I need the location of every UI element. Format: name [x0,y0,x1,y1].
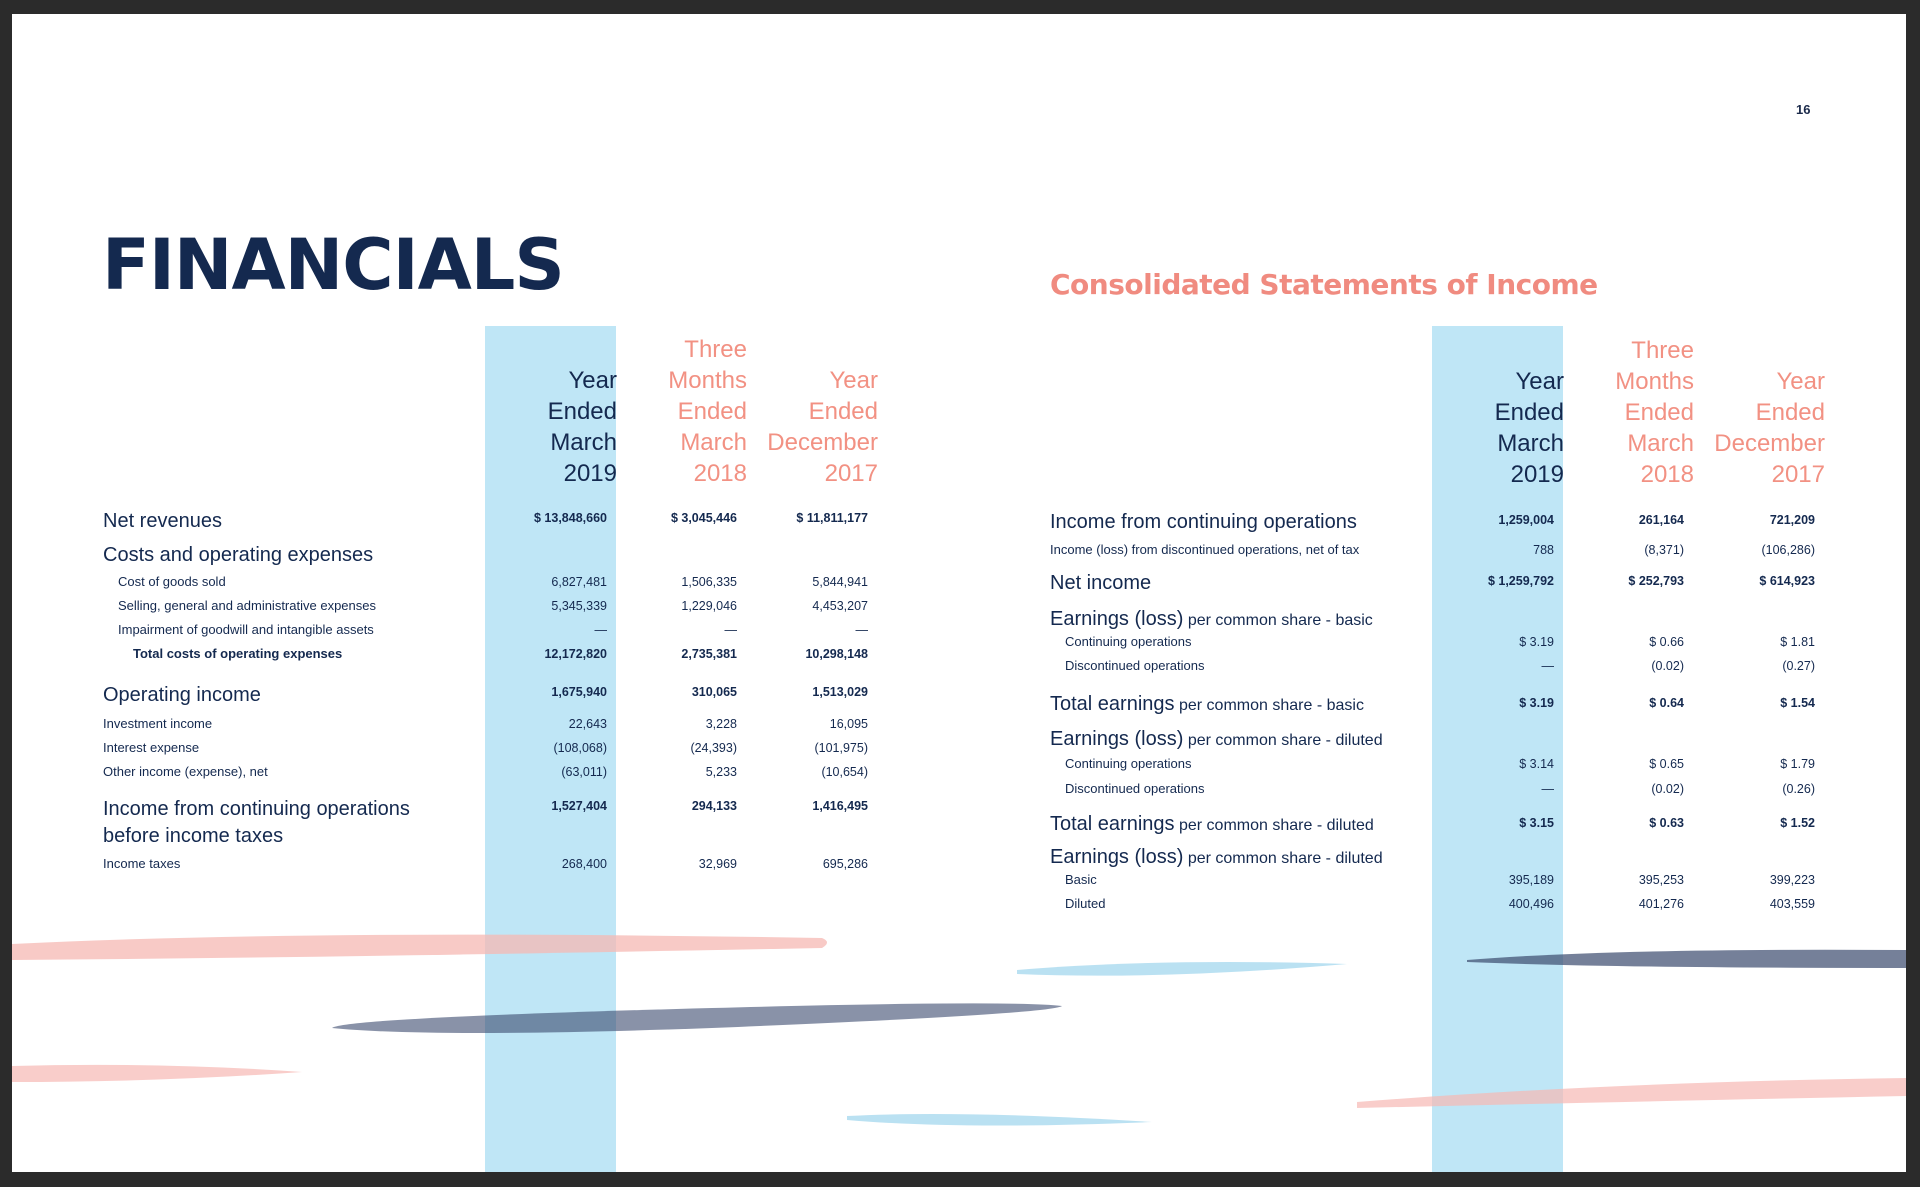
table-cell: 10,298,148 [805,647,868,661]
brush-stroke-blue-1 [847,1114,1152,1126]
label-main: Total earnings [1050,813,1175,835]
table-cell: (63,011) [561,765,607,779]
document-page [12,14,1906,1172]
table-row-label: Interest expense [103,740,200,755]
label-suffix: per common share - diluted [1174,817,1374,834]
table-cell: $ 3,045,446 [670,511,737,525]
table-cell: $ 11,811,177 [796,511,868,525]
table-cell: 403,559 [1769,897,1815,911]
table-cell: 268,400 [561,857,607,871]
table-cell: $ 252,793 [1628,574,1684,588]
table-cell: (10,654) [821,765,868,779]
label-suffix: per common share - diluted [1183,732,1383,749]
table-cell: 5,233 [705,765,737,779]
table-cell: (0.02) [1651,659,1684,673]
table-cell: 6,827,481 [551,575,607,589]
table-row-label [1050,608,1373,631]
table-cell: 294,133 [691,799,737,813]
table-cell: $ 1.52 [1780,816,1815,830]
table-cell: 4,453,207 [812,599,868,613]
label-suffix: per common share - diluted [1183,850,1383,867]
table-cell: 1,675,940 [551,685,607,699]
table-row-label-continued: before income taxes [103,825,284,847]
column-header-year-2017-right: Year Ended December 2017 [1714,368,1825,488]
table-cell: (0.26) [1782,782,1815,796]
table-cell: (106,286) [1761,543,1815,557]
column-header-year-2019: Year Ended March 2019 [547,367,617,487]
table-row-label [1050,813,1374,836]
table-cell: $ 13,848,660 [534,511,607,525]
table-cell: — [1541,659,1554,673]
table-row-label: Selling, general and administrative expenses [118,598,376,613]
table-cell: $ 1.54 [1780,696,1815,710]
table-cell: $ 0.64 [1649,696,1684,710]
table-row-label: Continuing operations [1065,634,1192,649]
table-row-label: Impairment of goodwill and intangible assets [118,622,374,637]
table-cell: (101,975) [814,741,868,755]
table-cell: $ 3.19 [1519,635,1554,649]
table-cell: $ 0.66 [1649,635,1684,649]
table-cell: 400,496 [1508,897,1554,911]
brush-stroke-blue-2 [1017,962,1347,976]
table-row-label: Total costs of operating expenses [133,646,343,661]
brush-stroke-salmon-2 [12,1065,302,1082]
table-cell: 3,228 [705,717,737,731]
table-cell: 32,969 [698,857,737,871]
table-cell: 12,172,820 [544,647,607,661]
table-cell: 395,189 [1508,873,1554,887]
table-row-label: Income from continuing operations [1050,511,1357,533]
table-cell: (24,393) [690,741,737,755]
table-cell: 399,223 [1769,873,1815,887]
column-header-year-2017: Year Ended December 2017 [767,367,878,487]
table-row-label: Other income (expense), net [103,764,268,779]
table-cell: 1,506,335 [681,575,737,589]
brush-stroke-navy-2 [1467,950,1906,968]
table-row-label [1050,693,1364,716]
table-cell: 5,345,339 [551,599,607,613]
table-cell: 16,095 [829,717,868,731]
table-cell: $ 0.63 [1649,816,1684,830]
label-suffix: per common share - basic [1183,612,1373,629]
label-main: Total earnings [1050,693,1175,715]
table-cell: $ 1.81 [1780,635,1815,649]
table-cell: — [855,623,868,637]
table-row-label: Net revenues [103,510,222,532]
table-cell: — [594,623,607,637]
table-cell: (108,068) [553,741,607,755]
table-cell: $ 614,923 [1759,574,1815,588]
table-cell: $ 3.19 [1519,696,1554,710]
table-cell: 788 [1533,543,1554,557]
label-suffix: per common share - basic [1174,697,1364,714]
table-row-label: Income (loss) from discontinued operations, net of tax [1050,542,1360,557]
table-row-label [1050,728,1383,751]
table-row-label: Costs and operating expenses [103,544,374,566]
table-row-label: Diluted [1065,896,1106,911]
decorative-brush-strokes [12,14,1906,1172]
table-cell: $ 1.79 [1780,757,1815,771]
table-row-label: Discontinued operations [1065,658,1205,673]
table-row-label: Net income [1050,572,1152,594]
table-cell: $ 1,259,792 [1487,574,1554,588]
brush-stroke-salmon-3 [1357,1078,1906,1108]
column-header-three-months-2018: Three Months Ended March 2018 [668,336,747,487]
table-cell: 401,276 [1638,897,1684,911]
table-cell: $ 3.14 [1519,757,1554,771]
table-row-label: Cost of goods sold [118,574,226,589]
table-cell: — [1541,782,1554,796]
table-cell: $ 3.15 [1519,816,1554,830]
label-main: Earnings (loss) [1050,728,1184,750]
table-cell: (0.02) [1651,782,1684,796]
brush-stroke-navy-1 [332,1003,1062,1033]
table-cell: 310,065 [691,685,737,699]
table-cell: (0.27) [1782,659,1815,673]
table-cell: 22,643 [568,717,607,731]
table-row-label: Operating income [103,684,261,706]
table-cell: 5,844,941 [812,575,868,589]
table-cell: 1,513,029 [812,685,868,699]
table-row-label: Basic [1065,872,1097,887]
table-cell: 1,229,046 [681,599,737,613]
label-main: Earnings (loss) [1050,608,1184,630]
table-cell: (8,371) [1644,543,1684,557]
table-cell: — [724,623,737,637]
table-cell: 1,416,495 [812,799,868,813]
table-row-label: Discontinued operations [1065,781,1205,796]
table-cell: 395,253 [1638,873,1684,887]
table-cell: $ 0.65 [1649,757,1684,771]
table-row-label: Income from continuing operations [103,798,410,820]
table-row-label: Income taxes [103,856,181,871]
column-header-year-2019-right: Year Ended March 2019 [1494,368,1564,488]
table-cell: 1,259,004 [1498,513,1554,527]
table-cell: 721,209 [1769,513,1815,527]
table-row-label: Continuing operations [1065,756,1192,771]
table-row-label: Investment income [103,716,213,731]
label-main: Earnings (loss) [1050,846,1184,868]
table-cell: 695,286 [822,857,868,871]
page-title: FINANCIALS [102,224,564,306]
table-cell: 1,527,404 [551,799,607,813]
table-cell: 2,735,381 [681,647,737,661]
section-subtitle: Consolidated Statements of Income [1050,268,1598,301]
column-header-three-months-2018-right: Three Months Ended March 2018 [1615,337,1694,488]
table-row-label [1050,846,1383,869]
brush-stroke-salmon-1 [12,935,827,960]
table-cell: 261,164 [1638,513,1684,527]
page-number: 16 [1796,102,1811,117]
